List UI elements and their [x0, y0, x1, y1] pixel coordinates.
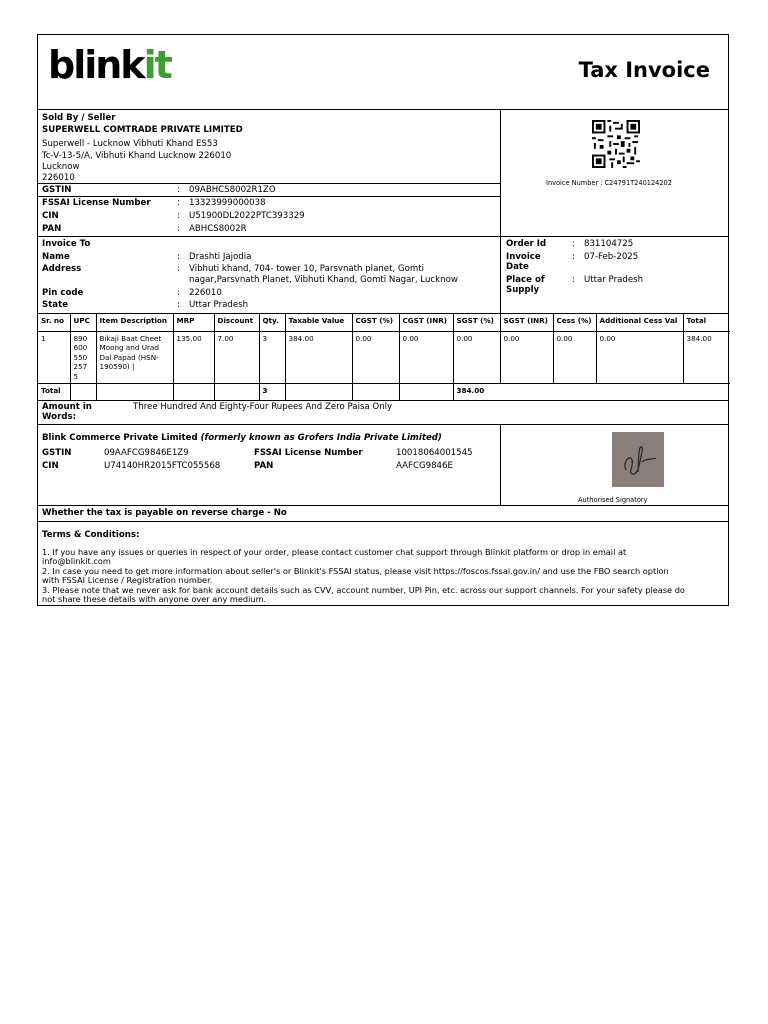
seller-address-line: 226010 [42, 173, 75, 183]
column-header: UPC [70, 314, 96, 332]
seller-cin-label: CIN [42, 211, 59, 221]
items-table [38, 314, 730, 400]
seller-gstin-label: GSTIN [42, 185, 72, 195]
blink-pan-label: PAN [254, 461, 274, 471]
cell-sgst-pct: 0.00 [453, 332, 500, 384]
seller-pan-label: PAN [42, 224, 62, 234]
place-of-supply-label: Supply [506, 285, 540, 295]
terms-section [38, 522, 728, 605]
blink-pan: AAFCG9846E [396, 461, 453, 471]
column-header: MRP [173, 314, 214, 332]
blink-gstin-label: GSTIN [42, 448, 72, 458]
cell-cgst-inr: 0.00 [399, 332, 453, 384]
seller-gstin: 09ABHCS8002R1ZO [189, 185, 276, 195]
invoice-date: 07-Feb-2025 [584, 252, 639, 262]
column-header: SGST (INR) [500, 314, 553, 332]
column-header: CGST (INR) [399, 314, 453, 332]
seller-address-line: Lucknow [42, 162, 80, 172]
terms-item: 3. Please note that we never ask for bank account details such as CVV, account number, UPI Pin, etc. across our support channels. For your safety please do not share these details with anyone over any medium. [42, 585, 685, 604]
blink-cin-label: CIN [42, 461, 59, 471]
qr-block [501, 110, 730, 237]
blink-commerce-section [38, 425, 728, 506]
order-id: 831104725 [584, 239, 634, 249]
cell-total: 384.00 [686, 334, 712, 343]
total-qty: 3 [259, 384, 285, 401]
blink-commerce-block [38, 425, 501, 506]
amount-in-words-label: Amount in [42, 402, 92, 412]
total-label: Total [38, 384, 70, 401]
invoice-to-heading: Invoice To [42, 239, 91, 249]
cell-cgst-pct: 0.00 [352, 332, 399, 384]
invoice-date-label: Date [506, 262, 529, 272]
column-header: Total [683, 314, 730, 332]
seller-fssai-label: FSSAI License Number [42, 198, 151, 208]
invoice [37, 34, 729, 606]
authorised-signatory: Authorised Signatory [578, 496, 648, 504]
seller-cin: U51900DL2022PTC393329 [189, 211, 305, 221]
buyer-state-label: State [42, 300, 69, 310]
column-header: Taxable Value [285, 314, 352, 332]
cell-sr-no: 1 [38, 332, 70, 384]
blink-cin: U74140HR2015FTC055568 [104, 461, 221, 471]
signature-block [501, 425, 730, 506]
column-header: Discount [214, 314, 259, 332]
place-of-supply-label: Place of [506, 275, 545, 285]
blink-gstin: 09AAFCG9846E1Z9 [104, 448, 189, 458]
seller-section [38, 110, 728, 237]
cell-cess-pct: 0.00 [553, 332, 596, 384]
buyer-name: Drashti Jajodia [189, 252, 252, 262]
invoice-to-section [38, 237, 728, 314]
cell-upc: 890 600 550 257 5 [70, 332, 96, 384]
blink-fssai-label: FSSAI License Number [254, 448, 363, 458]
table-total-row [38, 384, 730, 401]
place-of-supply: Uttar Pradesh [584, 275, 644, 285]
cell-additional-cess: 0.00 [596, 332, 683, 384]
table-row [38, 332, 730, 384]
column-header: Item Description [96, 314, 173, 332]
reverse-charge: Whether the tax is payable on reverse charge - No [42, 508, 287, 518]
buyer-pin: 226010 [189, 288, 222, 298]
reverse-charge-section [38, 506, 728, 522]
cell-taxable-value: 384.00 [285, 332, 352, 384]
total-value: 384.00 [453, 384, 500, 401]
table-header-row [38, 314, 730, 332]
cell-discount: 7.00 [214, 332, 259, 384]
buyer-address-line: Vibhuti khand, 704- tower 10, Parsvnath planet, Gomti [189, 264, 424, 274]
signature-image [612, 432, 664, 487]
seller-fssai: 13323999000038 [189, 198, 266, 208]
column-header: Additional Cess Val [596, 314, 683, 332]
invoice-date-label: Invoice [506, 252, 541, 262]
blinkit-logo: blinkit [48, 43, 171, 87]
column-header: Cess (%) [553, 314, 596, 332]
cell-qty: 3 [259, 332, 285, 384]
seller-block: Sold By / Seller SUPERWELL COMTRADE PRIVATE LIMITED Superwell - Lucknow Vibhuti Khand ES53 Tc-V-13-5/A, Vibhuti Khand Lucknow 226010 Lucknow 226010 GSTIN : 09ABHCS8002R1ZO FSSAI License Number : 13323999000038 CIN : U51900DL2022PTC393329 PAN : ABHCS8002R [38, 110, 501, 237]
buyer-name-label: Name [42, 252, 70, 262]
blink-fssai: 10018064001545 [396, 448, 473, 458]
seller-name: SUPERWELL COMTRADE PRIVATE LIMITED [42, 125, 243, 135]
amount-in-words-section [38, 401, 728, 425]
seller-address-line: Superwell - Lucknow Vibhuti Khand ES53 [42, 139, 218, 149]
blink-commerce-name: Blink Commerce Private Limited (formerly known as Grofers India Private Limited) [42, 433, 442, 443]
seller-pan: ABHCS8002R [189, 224, 247, 234]
order-block: Order Id : 831104725 Invoice Date : 07-Feb-2025 Place of Supply : Uttar Pradesh [506, 239, 644, 295]
terms-item: 2. In case you need to get more information about seller's or Blinkit's FSSAI status, please visit https://foscos.fssai.gov.in/ and use the FBO search option with FSSAI License / Registration number. [42, 566, 669, 585]
column-header: CGST (%) [352, 314, 399, 332]
cell-sgst-inr: 0.00 [500, 332, 553, 384]
qr-code-icon [592, 118, 640, 170]
invoice-number: Invoice Number : C24791T240124202 [546, 179, 672, 187]
order-id-label: Order Id [506, 239, 547, 249]
column-header: SGST (%) [453, 314, 500, 332]
buyer-address-line: nagar,Parsvnath Planet, Vibhuti Khand, Gomti Nagar, Lucknow [189, 275, 458, 285]
invoice-title: Tax Invoice [578, 58, 710, 82]
terms-heading: Terms & Conditions: [42, 530, 140, 540]
terms-item: 1. If you have any issues or queries in respect of your order, please contact customer chat support through Blinkit platform or drop in email at info@blinkit.com [42, 547, 627, 566]
buyer-pin-label: Pin code [42, 288, 84, 298]
cell-item-description: Bikaji Baat Cheet Moong and Urad Dal Papad (HSN- 190590) | [96, 332, 173, 384]
seller-heading: Sold By / Seller [42, 113, 116, 123]
amount-in-words-label: Words: [42, 412, 77, 422]
items-section [38, 314, 728, 401]
buyer-block: Invoice To Name : Drashti Jajodia Address : Vibhuti khand, 704- tower 10, Parsvnath planet, Gomti nagar,Parsvnath Planet, Vibhuti Khand, Gomti Nagar, Lucknow Pin code : 226010 State : Uttar Pradesh [38, 237, 501, 314]
amount-in-words: Three Hundred And Eighty-Four Rupees And Zero Paisa Only [133, 402, 393, 412]
invoice-header [38, 35, 728, 110]
cell-mrp: 135.00 [173, 332, 214, 384]
column-header: Qty. [259, 314, 285, 332]
buyer-address-label: Address [42, 264, 82, 274]
buyer-state: Uttar Pradesh [189, 300, 249, 310]
column-header: Sr. no [38, 314, 70, 332]
seller-address-line: Tc-V-13-5/A, Vibhuti Khand Lucknow 226010 [42, 151, 232, 161]
